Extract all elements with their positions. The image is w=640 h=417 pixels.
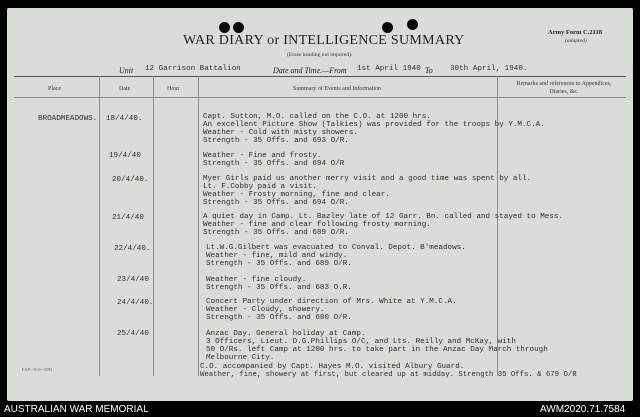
entry-line: Weather - Frosty morning, fine and clear. [203, 191, 390, 199]
entry-date: 18/4/40. [106, 115, 143, 123]
entry-line: Strength - 35 Offs. and 689 O/R. [206, 260, 352, 268]
page-title: WAR DIARY or INTELLIGENCE SUMMARY [183, 33, 465, 48]
column-divider [153, 76, 154, 376]
punch-hole [233, 22, 244, 33]
entry-line: Strength - 35 Offs. and 680 O/R. [206, 314, 352, 322]
table-top-rule [14, 76, 626, 77]
entry-date: 19/4/40 [109, 152, 141, 160]
entry-line: Melbourne City. [206, 354, 275, 362]
entry-date: 24/4/40. [117, 299, 154, 307]
entry-line: Strength - 35 Offs. and 694 O/R. [203, 199, 349, 207]
punch-hole [219, 22, 230, 33]
entry-line: Capt. Sutton, M.O. called on the C.O. at 1200 hrs. [203, 113, 431, 121]
entry-line: Concert Party under direction of Mrs. White at Y.M.C.A. [206, 298, 457, 306]
date-to-label: To [425, 66, 433, 75]
unit-value: 12 Garrison Battalion [145, 65, 241, 73]
punch-hole [407, 19, 418, 30]
col-header-hour: Hour [167, 86, 180, 92]
entry-line: Strength - 35 Offs. and 689 O/R. [203, 229, 349, 237]
col-header-date: Date [119, 86, 131, 92]
entry-date: 20/4/40. [112, 176, 149, 184]
date-to: 30th April, 1940. [450, 65, 528, 73]
col-header-place: Place [48, 86, 61, 92]
date-from: 1st April 1940 [357, 65, 421, 73]
entry-line: Weather - Fine and frosty. [203, 152, 322, 160]
entry-line: Weather, fine, showery at first, but cleared up at midday. Strength 35 Offs. & 679 O/R [200, 371, 577, 379]
column-divider [99, 76, 100, 376]
entry-line: Weather - fine cloudy. [206, 276, 307, 284]
entry-line: Lt.W.G.Gilbert was evacuated to Conval. Depot. B'meadows. [206, 244, 466, 252]
entry-line: Strength - 35 Offs. and 683 O.R. [206, 284, 352, 292]
header-rule [14, 97, 626, 98]
entry-date: 25/4/40 [117, 330, 149, 338]
entry-line: Strength - 35 Offs. and 693 O/R. [203, 137, 349, 145]
footer-accession: AWM2020.71.7584 [540, 404, 626, 415]
entry-date: 23/4/40 [117, 276, 149, 284]
entry-place: BROADMEADOWS. [38, 115, 98, 123]
page-subtitle: (Erase heading not required). [287, 52, 353, 58]
entry-line: Lt. F.Cobby paid a visit. [203, 183, 317, 191]
entry-line: 50 O/Rs. left Camp at 1200 hrs. to take part in the Anzac Day March through [206, 346, 548, 354]
entry-line: Weather - fine and clear following frosty morning. [203, 221, 431, 229]
entry-line: C.O. accompanied by Capt. Hayes M.O. visited Albury Guard. [200, 363, 465, 371]
entry-line: 3 Officers, Lieut. D.G.Phillips O/C, and Lts. Reilly and McKay, with [206, 338, 516, 346]
entry-line: Weather - fine, mild and windy. [206, 252, 348, 260]
entry-line: Weather - Cold with misty showers. [203, 129, 358, 137]
army-form-label: Army Form C.2118 [548, 29, 602, 36]
col-header-remarks: Remarks and references to Appendices, Diaries, &c. [516, 81, 612, 95]
entry-date: 21/4/40 [112, 214, 144, 222]
form-code: F.S.P.--N.O.--2393 [22, 367, 53, 372]
unit-label: Unit [119, 66, 134, 75]
entry-line: Myer Girls paid us another merry visit and a good time was spent by all. [203, 175, 532, 183]
entry-line: A quiet day in Camp. Lt. Bazley late of 12 Garr. Bn. called and stayed to Mess. [203, 213, 564, 221]
punch-hole [382, 22, 393, 33]
column-divider [198, 76, 199, 376]
entry-line: Anzac Day. General holiday at Camp. [206, 330, 366, 338]
army-form-sub: (adapted) [565, 38, 587, 44]
entry-line: Strength - 35 Offs. and 694 O/R [203, 160, 345, 168]
entry-date: 22/4/40. [114, 245, 151, 253]
footer-credit: AUSTRALIAN WAR MEMORIAL [4, 404, 149, 415]
date-label: Date and Time.—From [273, 66, 347, 75]
entry-line: Weather - Cloudy, showery. [206, 306, 325, 314]
entry-line: An excellent Picture Show (Talkies) was provided for the troops by Y.M.C.A. [203, 121, 545, 129]
col-header-summary: Summary of Events and Information [293, 86, 381, 92]
